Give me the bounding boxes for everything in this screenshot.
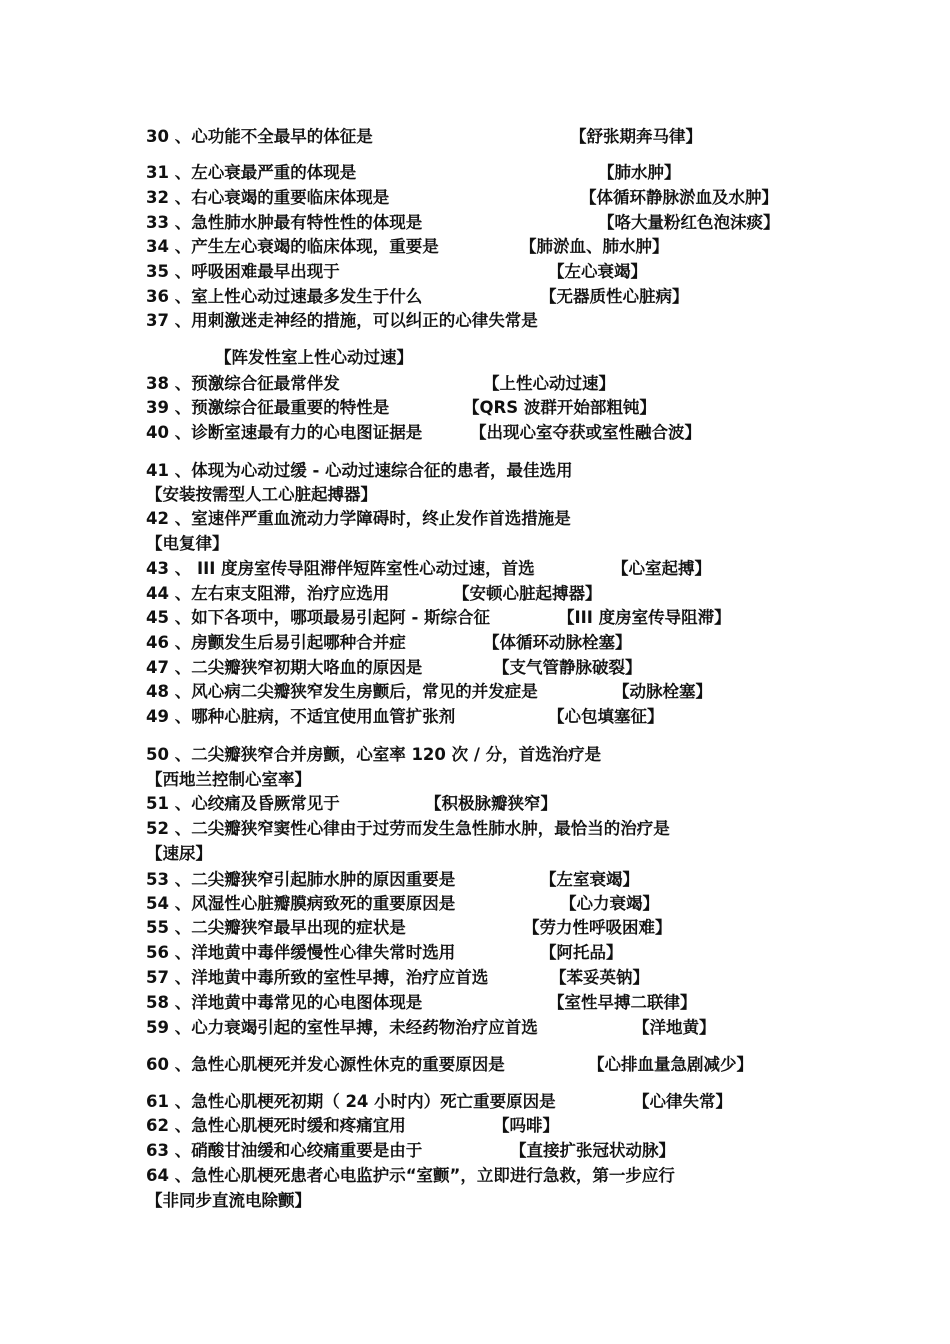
list-item bbox=[0, 967, 950, 989]
list-item bbox=[0, 744, 950, 766]
question-text: 30 、心功能不全最早的体征是 bbox=[146, 127, 373, 146]
question-text: 36 、室上性心动过速最多发生于什么 bbox=[146, 287, 423, 306]
answer-text: 【III 度房室传导阻滞】 bbox=[558, 608, 731, 627]
answer-text: 【肺淤血、肺水肿】 bbox=[520, 237, 669, 256]
question-text: 57 、洋地黄中毒所致的室性早搏，治疗应首选 bbox=[146, 968, 489, 987]
list-item bbox=[0, 286, 950, 308]
answer-text: 【洋地黄】 bbox=[633, 1018, 716, 1037]
question-text: 47 、二尖瓣狭窄初期大咯血的原因是 bbox=[146, 658, 423, 677]
list-item bbox=[0, 397, 950, 419]
list-item bbox=[0, 1017, 950, 1039]
answer-text: 【直接扩张冠状动脉】 bbox=[510, 1141, 675, 1160]
list-item bbox=[0, 769, 950, 791]
list-item bbox=[0, 1165, 950, 1187]
answer-text: 【阿托品】 bbox=[540, 943, 623, 962]
answer-text: 【心律失常】 bbox=[633, 1092, 732, 1111]
list-item bbox=[0, 162, 950, 184]
answer-text: 【室性早搏二联律】 bbox=[548, 993, 697, 1012]
list-item bbox=[0, 508, 950, 530]
list-item bbox=[0, 706, 950, 728]
list-item bbox=[0, 657, 950, 679]
list-item bbox=[0, 893, 950, 915]
answer-text: 【心包填塞征】 bbox=[548, 707, 664, 726]
list-item bbox=[0, 942, 950, 964]
answer-text: 【心排血量急剧减少】 bbox=[588, 1055, 753, 1074]
question-text: 33 、急性肺水肿最有特性性的体现是 bbox=[146, 213, 423, 232]
list-item bbox=[0, 126, 950, 148]
answer-text: 【QRS 波群开始部粗钝】 bbox=[463, 398, 656, 417]
answer-text: 【咯大量粉红色泡沫痰】 bbox=[598, 213, 780, 232]
question-text: 43 、 III 度房室传导阻滞伴短阵室性心动过速，首选 bbox=[146, 559, 535, 578]
answer-text: 【阵发性室上性心动过速】 bbox=[215, 348, 413, 367]
answer-text: 【无器质性心脏病】 bbox=[540, 287, 689, 306]
question-text: 62 、急性心肌梗死时缓和疼痛宜用 bbox=[146, 1116, 406, 1135]
answer-text: 【安装按需型人工心脏起搏器】 bbox=[146, 485, 377, 504]
question-text: 45 、如下各项中，哪项最易引起阿 - 斯综合征 bbox=[146, 608, 491, 627]
question-text: 59 、心力衰竭引起的室性早搏，未经药物治疗应首选 bbox=[146, 1018, 538, 1037]
answer-text: 【非同步直流电除颤】 bbox=[146, 1191, 311, 1210]
question-text: 63 、硝酸甘油缓和心绞痛重要是由于 bbox=[146, 1141, 423, 1160]
list-item bbox=[0, 187, 950, 209]
question-text: 31 、左心衰最严重的体现是 bbox=[146, 163, 357, 182]
question-text: 48 、风心病二尖瓣狭窄发生房颤后，常见的并发症是 bbox=[146, 682, 538, 701]
question-text: 52 、二尖瓣狭窄窦性心律由于过劳而发生急性肺水肿，最恰当的治疗是 bbox=[146, 819, 670, 838]
question-text: 51 、心绞痛及昏厥常见于 bbox=[146, 794, 340, 813]
list-item bbox=[0, 212, 950, 234]
list-item bbox=[0, 1115, 950, 1137]
list-item bbox=[0, 1054, 950, 1076]
answer-text: 【体循环动脉栓塞】 bbox=[483, 633, 632, 652]
list-item bbox=[0, 347, 950, 369]
list-item bbox=[0, 422, 950, 444]
answer-text: 【电复律】 bbox=[146, 534, 229, 553]
question-text: 61 、急性心肌梗死初期（ 24 小时内）死亡重要原因是 bbox=[146, 1092, 556, 1111]
question-text: 46 、房颤发生后易引起哪种合并症 bbox=[146, 633, 406, 652]
answer-text: 【心室起搏】 bbox=[612, 559, 711, 578]
list-item bbox=[0, 793, 950, 815]
answer-text: 【积极脉瓣狭窄】 bbox=[425, 794, 557, 813]
question-text: 60 、急性心肌梗死并发心源性休克的重要原因是 bbox=[146, 1055, 505, 1074]
list-item bbox=[0, 607, 950, 629]
list-item bbox=[0, 1140, 950, 1162]
list-item bbox=[0, 632, 950, 654]
answer-text: 【上性心动过速】 bbox=[483, 374, 615, 393]
answer-text: 【吗啡】 bbox=[493, 1116, 559, 1135]
question-text: 58 、洋地黄中毒常见的心电图体现是 bbox=[146, 993, 423, 1012]
question-text: 39 、预激综合征最重要的特性是 bbox=[146, 398, 390, 417]
answer-text: 【西地兰控制心室率】 bbox=[146, 770, 311, 789]
list-item bbox=[0, 1091, 950, 1113]
answer-text: 【左心衰竭】 bbox=[548, 262, 647, 281]
list-item bbox=[0, 373, 950, 395]
question-text: 56 、洋地黄中毒伴缓慢性心律失常时选用 bbox=[146, 943, 456, 962]
list-item bbox=[0, 533, 950, 555]
list-item bbox=[0, 236, 950, 258]
question-text: 50 、二尖瓣狭窄合并房颤，心室率 120 次 / 分，首选治疗是 bbox=[146, 745, 602, 764]
answer-text: 【舒张期奔马律】 bbox=[570, 127, 702, 146]
answer-text: 【体循环静脉淤血及水肿】 bbox=[580, 188, 778, 207]
answer-text: 【支气管静脉破裂】 bbox=[493, 658, 642, 677]
question-text: 54 、风湿性心脏瓣膜病致死的重要原因是 bbox=[146, 894, 456, 913]
question-text: 34 、产生左心衰竭的临床体现，重要是 bbox=[146, 237, 439, 256]
question-text: 40 、诊断室速最有力的心电图证据是 bbox=[146, 423, 423, 442]
question-text: 44 、左右束支阻滞，治疗应选用 bbox=[146, 584, 390, 603]
list-item bbox=[0, 992, 950, 1014]
list-item bbox=[0, 869, 950, 891]
answer-text: 【速尿】 bbox=[146, 844, 212, 863]
list-item bbox=[0, 583, 950, 605]
answer-text: 【劳力性呼吸困难】 bbox=[523, 918, 672, 937]
list-item bbox=[0, 917, 950, 939]
question-text: 38 、预激综合征最常伴发 bbox=[146, 374, 340, 393]
question-text: 53 、二尖瓣狭窄引起肺水肿的原因重要是 bbox=[146, 870, 456, 889]
question-text: 64 、急性心肌梗死患者心电监护示“室颤”，立即进行急救，第一步应行 bbox=[146, 1166, 675, 1185]
question-text: 42 、室速伴严重血流动力学障碍时，终止发作首选措施是 bbox=[146, 509, 571, 528]
answer-text: 【左室衰竭】 bbox=[540, 870, 639, 889]
question-text: 32 、右心衰竭的重要临床体现是 bbox=[146, 188, 390, 207]
question-text: 37 、用刺激迷走神经的措施，可以纠正的心律失常是 bbox=[146, 311, 538, 330]
question-text: 41 、体现为心动过缓 - 心动过速综合征的患者，最佳选用 bbox=[146, 461, 573, 480]
answer-text: 【动脉栓塞】 bbox=[613, 682, 712, 701]
list-item bbox=[0, 681, 950, 703]
list-item bbox=[0, 818, 950, 840]
list-item bbox=[0, 310, 950, 332]
list-item bbox=[0, 261, 950, 283]
list-item bbox=[0, 558, 950, 580]
answer-text: 【心力衰竭】 bbox=[560, 894, 659, 913]
answer-text: 【肺水肿】 bbox=[598, 163, 681, 182]
question-text: 35 、呼吸困难最早出现于 bbox=[146, 262, 340, 281]
answer-text: 【出现心室夺获或室性融合波】 bbox=[470, 423, 701, 442]
question-text: 55 、二尖瓣狭窄最早出现的症状是 bbox=[146, 918, 406, 937]
list-item bbox=[0, 484, 950, 506]
answer-text: 【安顿心脏起搏器】 bbox=[453, 584, 602, 603]
list-item bbox=[0, 1190, 950, 1212]
list-item bbox=[0, 843, 950, 865]
question-text: 49 、哪种心脏病，不适宜使用血管扩张剂 bbox=[146, 707, 456, 726]
answer-text: 【苯妥英钠】 bbox=[550, 968, 649, 987]
list-item bbox=[0, 460, 950, 482]
